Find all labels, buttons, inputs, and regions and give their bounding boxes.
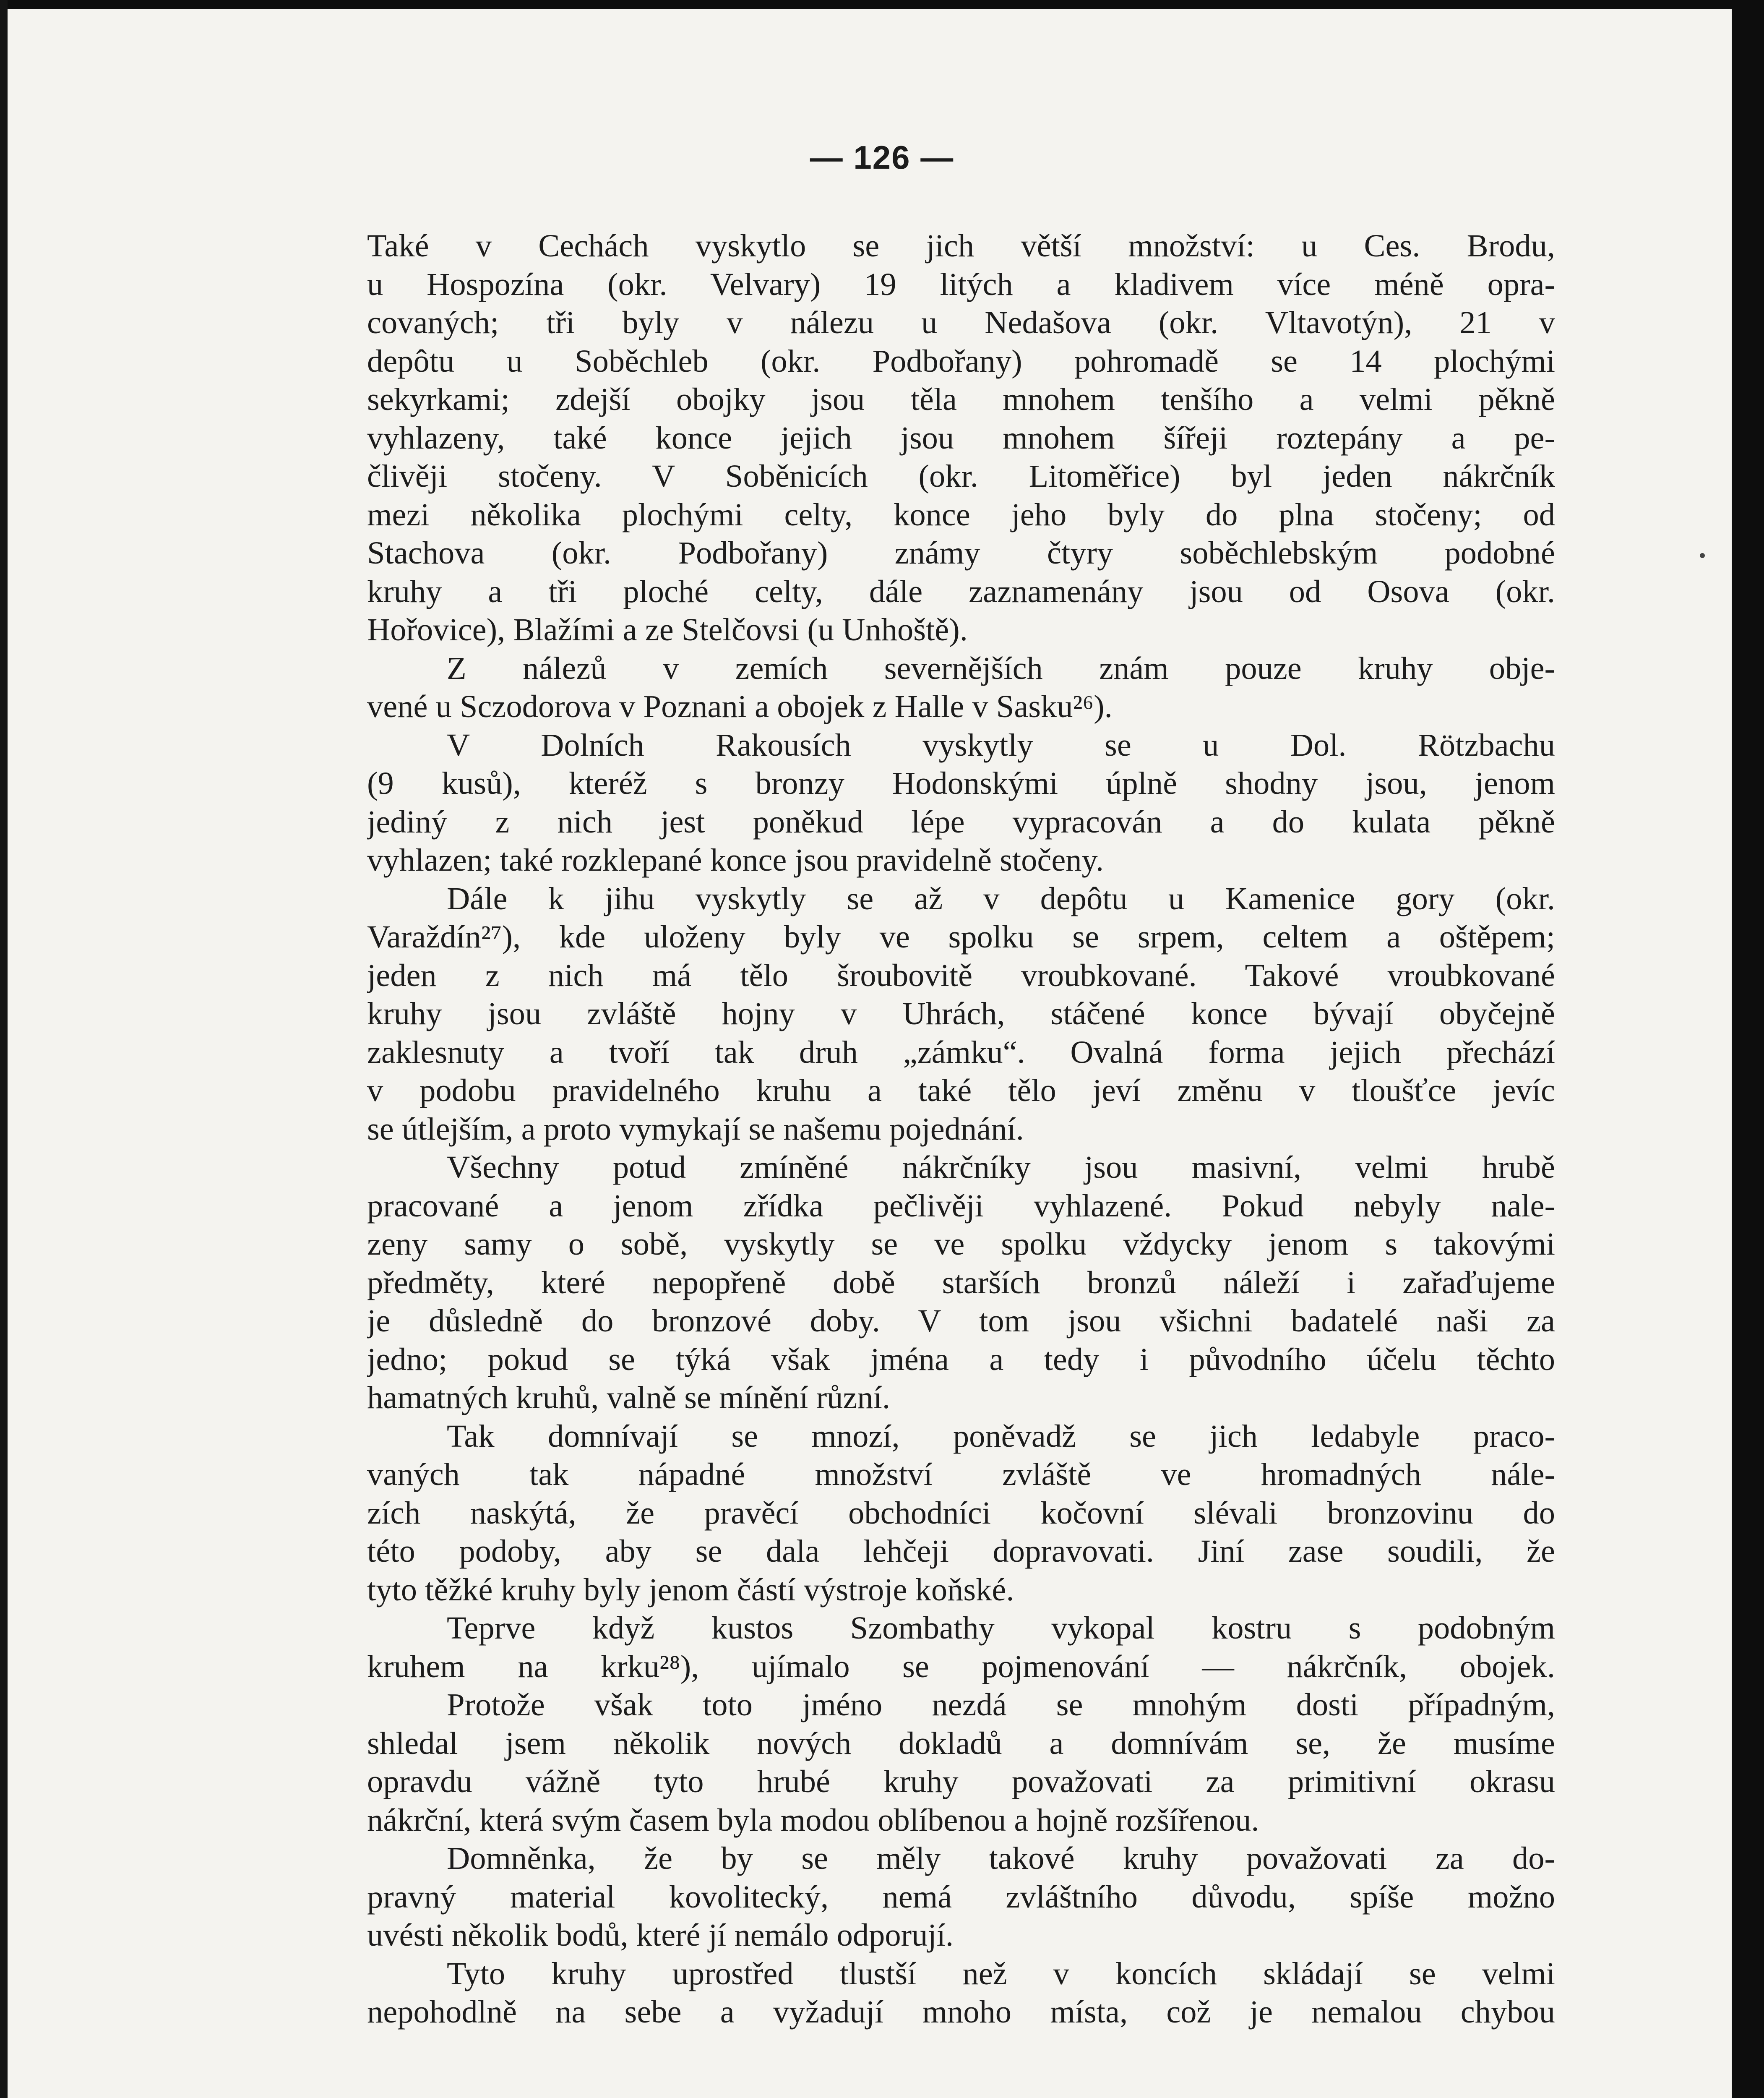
text-line: v podobu pravidelného kruhu a také tělo jeví změnu v tloušťce jevíc [367, 1072, 1555, 1108]
text-line: u Hospozína (okr. Velvary) 19 litých a kladivem více méně opra- [367, 266, 1555, 302]
scan-border-left [0, 0, 8, 2098]
text-line: V Dolních Rakousích vyskytly se u Dol. Rötzbachu [447, 727, 1555, 763]
text-line: předměty, které nepopřeně době starších bronzů náleží i zařaďujeme [367, 1264, 1555, 1300]
scan-border-right [1732, 0, 1764, 2098]
text-line: vyhlazeny, také konce jejich jsou mnohem šířeji roztepány a pe- [367, 420, 1555, 456]
page-number: — 126 — [810, 139, 954, 176]
text-line: jediný z nich jest poněkud lépe vypracován a do kulata pěkně [367, 804, 1555, 840]
text-line: zeny samy o sobě, vyskytly se ve spolku vždycky jenom s takovými [367, 1226, 1555, 1262]
text-line: depôtu u Soběchleb (okr. Podbořany) pohromadě se 14 plochými [367, 343, 1555, 379]
text-line: této podoby, aby se dala lehčeji dopravovati. Jiní zase soudili, že [367, 1533, 1555, 1569]
text-line: Varaždín²⁷), kde uloženy byly ve spolku se srpem, celtem a oštěpem; [367, 919, 1555, 955]
text-line: Tak domnívají se mnozí, poněvadž se jich ledabyle praco- [447, 1418, 1555, 1454]
text-line: se útlejším, a proto vymykají se našemu pojednání. [367, 1111, 1024, 1147]
text-line: kruhy jsou zvláště hojny v Uhrách, stáčené konce bývají obyčejně [367, 996, 1555, 1031]
text-line: vaných tak nápadné množství zvláště ve hromadných nále- [367, 1456, 1555, 1492]
scan-speck [1700, 553, 1705, 558]
text-line: zích naskýtá, že pravěcí obchodníci kočovní slévali bronzovinu do [367, 1495, 1555, 1531]
text-line: kruhem na krku²⁸), ujímalo se pojmenování — nákrčník, obojek. [367, 1648, 1555, 1684]
text-line: tyto těžké kruhy byly jenom částí výstroje koňské. [367, 1571, 1014, 1607]
text-line: Tyto kruhy uprostřed tlustší než v koncích skládají se velmi [447, 1955, 1555, 1991]
text-line: shledal jsem několik nových dokladů a domnívám se, že musíme [367, 1725, 1555, 1761]
text-line: Domněnka, že by se měly takové kruhy považovati za do- [447, 1840, 1555, 1876]
scan-border-top [0, 0, 1764, 9]
text-line: jeden z nich má tělo šroubovitě vroubkované. Takové vroubkované [367, 957, 1555, 993]
text-line: kruhy a tři ploché celty, dále zaznamenány jsou od Osova (okr. [367, 573, 1555, 609]
text-line: opravdu vážně tyto hrubé kruhy považovati za primitivní okrasu [367, 1764, 1555, 1799]
text-line: vyhlazen; také rozklepané konce jsou pravidelně stočeny. [367, 842, 1104, 878]
text-line: Teprve když kustos Szombathy vykopal kostru s podobným [447, 1610, 1555, 1646]
text-line: Hořovice), Blažími a ze Stelčovsi (u Unhoště). [367, 612, 968, 647]
body-text [367, 227, 1555, 2031]
text-line: Z nálezů v zemích severnějších znám pouze kruhy obje- [447, 650, 1555, 686]
text-line: Stachova (okr. Podbořany) známy čtyry soběchlebským podobné [367, 535, 1555, 571]
text-line: je důsledně do bronzové doby. V tom jsou všichni badatelé naši za [367, 1303, 1555, 1339]
text-line: nepohodlně na sebe a vyžadují mnoho místa, což je nemalou chybou [367, 1994, 1555, 2030]
text-line: Také v Cechách vyskytlo se jich větší množství: u Ces. Brodu, [367, 228, 1555, 264]
text-line: vené u Sczodorova v Poznani a obojek z Halle v Sasku²⁶). [367, 689, 1113, 724]
text-line: hamatných kruhů, valně se mínění různí. [367, 1380, 891, 1415]
text-line: nákrční, která svým časem byla modou oblíbenou a hojně rozšířenou. [367, 1802, 1259, 1838]
text-line: covaných; tři byly v nálezu u Nedašova (okr. Vltavotýn), 21 v [367, 305, 1555, 340]
text-line: jedno; pokud se týká však jména a tedy i původního účelu těchto [367, 1341, 1555, 1377]
text-line: Dále k jihu vyskytly se až v depôtu u Kamenice gory (okr. [447, 880, 1555, 916]
text-line: Protože však toto jméno nezdá se mnohým dosti případným, [447, 1687, 1555, 1722]
text-line: (9 kusů), kteréž s bronzy Hodonskými úplně shodny jsou, jenom [367, 765, 1555, 801]
text-line: pravný material kovolitecký, nemá zvláštního důvodu, spíše možno [367, 1879, 1555, 1915]
text-line: sekyrkami; zdejší obojky jsou těla mnohem tenšího a velmi pěkně [367, 381, 1555, 417]
text-line: Všechny potud zmíněné nákrčníky jsou masivní, velmi hrubě [447, 1149, 1555, 1185]
text-line: zaklesnuty a tvoří tak druh „zámku“. Ovalná forma jejich přechází [367, 1034, 1555, 1070]
text-line: pracované a jenom zřídka pečlivěji vyhlazené. Pokud nebyly nale- [367, 1187, 1555, 1224]
text-line: uvésti několik bodů, které jí nemálo odporují. [367, 1917, 954, 1953]
text-line: člivěji stočeny. V Soběnicích (okr. Litoměřice) byl jeden nákrčník [367, 458, 1555, 494]
text-line: mezi několika plochými celty, konce jeho byly do plna stočeny; od [367, 496, 1555, 532]
